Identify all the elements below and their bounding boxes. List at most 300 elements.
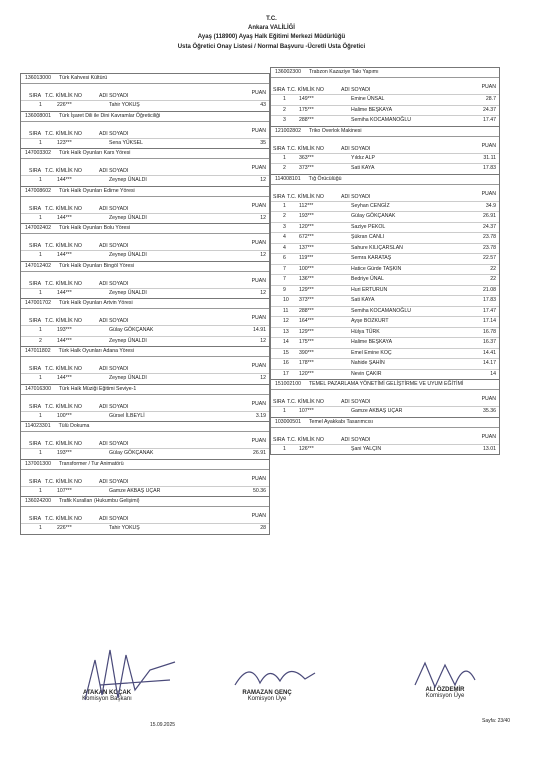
course-code: 136024200 xyxy=(25,498,51,504)
table-row xyxy=(21,288,269,299)
row-score: 31.11 xyxy=(483,154,496,161)
table-row xyxy=(271,444,499,455)
course-title xyxy=(271,175,499,185)
row-number: 2 xyxy=(283,106,286,113)
table-row xyxy=(21,100,269,111)
course-title xyxy=(271,68,499,78)
table-header xyxy=(21,475,269,486)
column-header-adsoyad: ADI SOYADI xyxy=(341,145,371,152)
table-row xyxy=(271,316,499,327)
row-number: 1 xyxy=(39,139,42,146)
row-score: 21.08 xyxy=(483,286,496,293)
row-name: Hülya TÜRK xyxy=(351,328,380,335)
table-row xyxy=(21,250,269,261)
table-header xyxy=(21,440,269,448)
table-row xyxy=(271,369,499,380)
row-name: Yıldız ALP xyxy=(351,154,375,161)
column-header-adsoyad: ADI SOYADI xyxy=(341,436,371,443)
column-header-puan: PUAN xyxy=(481,190,496,197)
row-tc: 672*** xyxy=(299,234,314,240)
column-header-sira: SIRA xyxy=(29,130,42,137)
row-tc: 112*** xyxy=(299,202,314,209)
row-name: Zeynep ÜNALDI xyxy=(109,337,147,344)
row-tc: 107*** xyxy=(57,487,72,494)
row-score: 14 xyxy=(490,370,496,377)
table-row xyxy=(21,336,269,347)
row-score: 50.36 xyxy=(253,487,266,494)
row-name: Saziye PEKOL xyxy=(351,223,386,230)
row-name: Ayşe BOZKURT xyxy=(351,318,389,324)
table-row xyxy=(271,115,499,126)
row-score: 28 xyxy=(260,525,266,531)
column-header-tc: T.C. KİMLİK NO xyxy=(287,145,324,152)
row-name: Tahir YOKUŞ xyxy=(109,525,140,531)
row-name: Gülay GÖKÇANAK xyxy=(109,450,154,456)
column-header-sira: SIRA xyxy=(273,399,286,405)
course-name: Türk Halk Oyunları Adana Yöresi xyxy=(58,348,135,354)
header-valilik: Ankara VALİLİĞİ xyxy=(248,25,295,31)
row-tc: 373*** xyxy=(299,297,314,303)
column-header-sira: SIRA xyxy=(29,243,42,249)
table-row xyxy=(21,448,269,459)
row-score: 17.47 xyxy=(483,307,496,314)
course-title xyxy=(21,460,269,470)
row-tc: 144*** xyxy=(57,214,72,221)
course-name: TEMEL PAZARLAMA YÖNETİMİ GELİŞTİRME VE UYUM EĞİTİMİ xyxy=(308,381,464,387)
row-tc: 144*** xyxy=(57,337,72,344)
course-code: 147016300 xyxy=(25,385,51,392)
column-header-tc: T.C. KİMLİK NO xyxy=(45,280,82,287)
row-number: 1 xyxy=(39,214,42,221)
signature-scribble-2 xyxy=(230,655,320,695)
row-name: Emel Emine KOÇ xyxy=(351,349,392,356)
course-title xyxy=(21,262,269,272)
column-header-adsoyad: ADI SOYADI xyxy=(99,130,129,137)
row-number: 2 xyxy=(283,165,286,171)
column-header-puan: PUAN xyxy=(481,84,496,90)
row-tc: 144*** xyxy=(57,252,72,258)
row-number: 1 xyxy=(283,408,286,414)
column-header-tc: T.C. KİMLİK NO xyxy=(45,478,82,485)
row-tc: 175*** xyxy=(299,106,314,113)
table-row xyxy=(271,306,499,317)
table-header xyxy=(271,86,499,94)
row-score: 16.37 xyxy=(483,339,496,345)
table-header xyxy=(21,202,269,213)
signatory-name: ALİ ÖZDEMİR xyxy=(425,687,465,693)
table-row xyxy=(271,243,499,254)
course-title xyxy=(21,422,269,432)
table-row xyxy=(271,232,499,243)
row-score: 12 xyxy=(260,289,266,296)
table-header xyxy=(21,365,269,373)
row-score: 34.9 xyxy=(485,202,496,209)
course-title xyxy=(271,380,499,390)
table-header xyxy=(21,515,269,523)
table-row xyxy=(271,163,499,174)
row-name: Hatice Gürde TAŞKIN xyxy=(351,265,402,272)
row-number: 1 xyxy=(39,375,42,381)
row-name: Şani YALÇIN xyxy=(351,445,382,452)
row-number: 17 xyxy=(283,370,289,377)
row-tc: 193*** xyxy=(57,327,72,333)
course-section xyxy=(20,149,270,187)
row-score: 17.14 xyxy=(483,318,496,324)
table-header xyxy=(271,433,499,444)
row-number: 1 xyxy=(39,487,42,494)
course-code: 147003302 xyxy=(25,150,51,156)
column-header-puan: PUAN xyxy=(251,513,266,519)
course-title xyxy=(21,224,269,234)
column-header-tc: T.C. KİMLİK NO xyxy=(45,205,82,212)
row-name: Gülay GÖKÇANAK xyxy=(351,213,396,219)
row-tc: 107*** xyxy=(299,408,314,414)
column-header-sira: SIRA xyxy=(29,93,42,99)
column-header-puan: PUAN xyxy=(251,240,266,246)
row-tc: 120*** xyxy=(299,223,314,230)
row-score: 12 xyxy=(260,177,266,183)
row-number: 1 xyxy=(39,450,42,456)
row-tc: 129*** xyxy=(299,328,314,335)
course-section xyxy=(20,187,270,225)
row-tc: 175*** xyxy=(299,339,314,345)
column-header-puan: PUAN xyxy=(251,165,266,171)
row-tc: 123*** xyxy=(57,139,72,146)
row-score: 17.83 xyxy=(483,165,496,171)
row-number: 9 xyxy=(283,286,286,293)
row-tc: 129*** xyxy=(299,286,314,293)
signatory-name: ATAKAN KOÇAK xyxy=(82,690,132,696)
page-number: Sayfa: 23/40 xyxy=(482,718,511,724)
course-title xyxy=(21,497,269,507)
course-code: 147011802 xyxy=(25,348,51,354)
row-score: 14.41 xyxy=(483,349,496,356)
row-tc: 144*** xyxy=(57,289,72,296)
row-number: 16 xyxy=(283,360,289,366)
table-row xyxy=(21,523,269,534)
row-score: 16.78 xyxy=(483,328,496,335)
column-header-sira: SIRA xyxy=(29,478,42,485)
column-header-tc: T.C. KİMLİK NO xyxy=(45,130,82,137)
row-tc: 226*** xyxy=(57,525,72,531)
table-row xyxy=(21,373,269,384)
table-header xyxy=(21,400,269,411)
right-column xyxy=(270,67,500,455)
row-score: 22.57 xyxy=(483,255,496,261)
table-row xyxy=(271,264,499,275)
course-section xyxy=(20,262,270,300)
signatory-role: Komisyon Başkanı xyxy=(82,696,132,702)
header-institution: Ayaş (118900) Ayaş Halk Eğitimi Merkezi Müdürlüğü xyxy=(197,34,346,40)
document-date: 15.09.2025 xyxy=(150,722,176,728)
row-name: Zeynep ÜNALDI xyxy=(109,252,147,258)
column-header-sira: SIRA xyxy=(273,436,286,443)
table-row xyxy=(271,348,499,359)
column-header-adsoyad: ADI SOYADI xyxy=(99,243,129,249)
row-number: 7 xyxy=(283,276,286,282)
row-number: 1 xyxy=(39,289,42,296)
row-score: 12 xyxy=(260,375,266,381)
column-header-adsoyad: ADI SOYADI xyxy=(99,366,129,372)
signature-scribble-3 xyxy=(410,655,480,695)
column-header-puan: PUAN xyxy=(251,315,266,321)
row-name: Nahide ŞAHİN xyxy=(351,360,385,366)
row-number: 11 xyxy=(283,307,289,314)
row-name: Nevin ÇAKIR xyxy=(351,370,382,377)
course-title xyxy=(21,149,269,159)
course-name: Türk Halk Oyunları Artvin Yöresi xyxy=(58,300,133,306)
row-tc: 100*** xyxy=(299,265,314,272)
course-name: Temel Ayakkabı Tasarımcısı xyxy=(308,418,374,425)
course-section xyxy=(270,175,500,381)
row-score: 17.47 xyxy=(483,117,496,123)
course-section xyxy=(270,67,500,127)
row-name: Zeynep ÜNALDI xyxy=(109,289,147,296)
row-name: Sena YÜKSEL xyxy=(109,139,143,146)
column-header-sira: SIRA xyxy=(29,441,42,447)
column-header-tc: T.C. KİMLİK NO xyxy=(45,366,82,372)
table-row xyxy=(271,295,499,306)
row-score: 17.83 xyxy=(483,297,496,303)
table-row xyxy=(21,138,269,149)
course-section xyxy=(270,380,500,418)
course-section xyxy=(20,385,270,423)
table-header xyxy=(21,167,269,175)
row-name: Huri ERTURUN xyxy=(351,286,388,293)
course-section xyxy=(20,224,270,262)
course-code: 136002300 xyxy=(275,69,301,75)
course-section xyxy=(270,418,500,456)
course-name: Türk Halk Oyunları Kars Yöresi xyxy=(58,150,131,156)
column-header-tc: T.C. KİMLİK NO xyxy=(287,436,324,443)
column-header-adsoyad: ADI SOYADI xyxy=(99,93,129,99)
row-number: 1 xyxy=(39,525,42,531)
left-column xyxy=(20,73,270,535)
row-score: 14.91 xyxy=(253,327,266,333)
course-name: Türk Halk Oyunları Bolu Yöresi xyxy=(58,225,131,231)
course-section xyxy=(20,497,270,535)
table-row xyxy=(271,94,499,105)
table-row xyxy=(271,201,499,212)
course-title xyxy=(21,74,269,84)
course-name: Türk Halk Müziği Eğitimi Seviye-1 xyxy=(58,385,137,392)
row-score: 14.17 xyxy=(483,360,496,366)
column-header-adsoyad: ADI SOYADI xyxy=(341,87,371,93)
row-tc: 136*** xyxy=(299,276,314,282)
column-header-sira: SIRA xyxy=(29,280,42,287)
row-number: 1 xyxy=(39,252,42,258)
row-name: Şükran CANLI xyxy=(351,234,385,240)
row-name: Gamze AKBAŞ UÇAR xyxy=(351,408,403,414)
course-title xyxy=(21,187,269,197)
table-row xyxy=(271,337,499,348)
course-name: Türk İşaret Dili ile Dini Kavramlar Öğreticiliği xyxy=(58,112,161,119)
column-header-sira: SIRA xyxy=(273,193,286,200)
row-number: 13 xyxy=(283,328,289,335)
signature-scribble-1 xyxy=(80,640,180,710)
row-number: 10 xyxy=(283,297,289,303)
row-number: 15 xyxy=(283,349,289,356)
row-number: 1 xyxy=(39,177,42,183)
row-tc: 226*** xyxy=(57,102,72,108)
row-tc: 193*** xyxy=(57,450,72,456)
table-row xyxy=(21,213,269,224)
row-number: 1 xyxy=(283,154,286,161)
row-score: 12 xyxy=(260,337,266,344)
table-row xyxy=(271,327,499,338)
column-header-puan: PUAN xyxy=(251,400,266,407)
row-tc: 149*** xyxy=(299,96,314,102)
row-number: 4 xyxy=(283,234,286,240)
column-header-puan: PUAN xyxy=(251,202,266,209)
row-number: 1 xyxy=(283,445,286,452)
row-name: Seyhan CENGİZ xyxy=(351,202,390,209)
column-header-tc: T.C. KİMLİK NO xyxy=(45,243,82,249)
course-code: 147002402 xyxy=(25,225,51,231)
row-name: Emine ÜNSAL xyxy=(351,96,385,102)
header-list-title: Usta Öğretici Onay Listesi / Normal Başvuru -Ücretli Usta Öğretici xyxy=(177,44,366,50)
row-score: 22 xyxy=(490,276,496,282)
column-header-adsoyad: ADI SOYADI xyxy=(341,399,371,405)
row-name: Semiha KOCAMANOĞLU xyxy=(351,117,411,123)
course-title xyxy=(21,112,269,122)
column-header-sira: SIRA xyxy=(29,205,42,212)
column-header-sira: SIRA xyxy=(29,516,42,522)
row-tc: 288*** xyxy=(299,307,314,314)
course-title xyxy=(271,418,499,428)
column-header-tc: T.C. KİMLİK NO xyxy=(287,399,324,405)
row-number: 7 xyxy=(283,265,286,272)
row-tc: 288*** xyxy=(299,117,314,123)
row-name: Bedriye ÜNAL xyxy=(351,276,384,282)
table-header xyxy=(21,92,269,100)
row-number: 1 xyxy=(39,412,42,419)
column-header-sira: SIRA xyxy=(273,87,286,93)
signatory-role: Komisyon Üye xyxy=(425,693,465,699)
table-row xyxy=(271,285,499,296)
row-name: Sati KAYA xyxy=(351,165,375,171)
column-header-adsoyad: ADI SOYADI xyxy=(341,193,371,200)
course-name: Transformer / Tur Animatörü xyxy=(58,460,124,467)
course-code: 136013000 xyxy=(25,75,51,81)
row-name: Gamze AKBAŞ UÇAR xyxy=(109,487,161,494)
table-header xyxy=(271,398,499,406)
course-section xyxy=(20,112,270,150)
column-header-sira: SIRA xyxy=(29,366,42,372)
course-code: 114023301 xyxy=(25,423,51,429)
row-tc: 120*** xyxy=(299,370,314,377)
row-tc: 144*** xyxy=(57,177,72,183)
row-score: 28.7 xyxy=(485,96,496,102)
row-name: Zeynep ÜNALDI xyxy=(109,177,147,183)
row-name: Halime BEŞKAYA xyxy=(351,106,393,113)
row-name: Semiha KOCAMANOĞLU xyxy=(351,307,411,314)
row-name: Zeynep ÜNALDI xyxy=(109,375,147,381)
row-score: 23.78 xyxy=(483,234,496,240)
course-code: 121002802 xyxy=(275,127,301,134)
column-header-puan: PUAN xyxy=(251,363,266,369)
table-row xyxy=(271,406,499,417)
row-tc: 178*** xyxy=(299,360,314,366)
row-tc: 390*** xyxy=(299,349,314,356)
column-header-tc: T.C. KİMLİK NO xyxy=(45,93,82,99)
column-header-adsoyad: ADI SOYADI xyxy=(99,403,129,410)
column-header-tc: T.C. KİMLİK NO xyxy=(45,168,82,174)
course-name: Türk Halk Oyunları Bingöl Yöresi xyxy=(58,262,135,269)
row-tc: 363*** xyxy=(299,154,314,161)
column-header-sira: SIRA xyxy=(29,318,42,324)
column-header-adsoyad: ADI SOYADI xyxy=(99,516,129,522)
row-score: 24.37 xyxy=(483,106,496,113)
course-name: Trafik Kuralları (Hukumbu Gelişimi) xyxy=(58,498,140,504)
column-header-puan: PUAN xyxy=(251,90,266,96)
row-name: Sahure KILIÇARSLAN xyxy=(351,244,403,251)
course-section xyxy=(20,422,270,460)
course-code: 147001702 xyxy=(25,300,51,306)
column-header-puan: PUAN xyxy=(251,475,266,482)
table-row xyxy=(271,153,499,164)
course-name: Triko Overlok Makinesi xyxy=(308,127,362,134)
course-code: 137001300 xyxy=(25,460,51,467)
row-name: Semra KARATAŞ xyxy=(351,255,392,261)
row-number: 6 xyxy=(283,255,286,261)
course-code: 114008101 xyxy=(275,175,301,182)
row-score: 35.36 xyxy=(483,408,496,414)
row-score: 26.91 xyxy=(253,450,266,456)
column-header-puan: PUAN xyxy=(481,433,496,440)
course-name: Tığ Örücülüğü xyxy=(308,175,342,182)
course-section xyxy=(20,299,270,347)
row-number: 2 xyxy=(283,213,286,219)
column-header-tc: T.C. KİMLİK NO xyxy=(45,403,82,410)
row-score: 23.78 xyxy=(483,244,496,251)
row-tc: 373*** xyxy=(299,165,314,171)
column-header-adsoyad: ADI SOYADI xyxy=(99,205,129,212)
row-score: 43 xyxy=(260,102,266,108)
header-tc: T.C. xyxy=(266,16,277,22)
row-name: Sati KAYA xyxy=(351,297,375,303)
table-row xyxy=(271,222,499,233)
row-tc: 119*** xyxy=(299,255,314,261)
column-header-tc: T.C. KİMLİK NO xyxy=(287,87,324,93)
row-number: 2 xyxy=(39,337,42,344)
row-tc: 137*** xyxy=(299,244,314,251)
row-name: Halime BEŞKAYA xyxy=(351,339,393,345)
row-score: 3.19 xyxy=(255,412,266,419)
table-row xyxy=(271,253,499,264)
table-header xyxy=(21,317,269,325)
column-header-puan: PUAN xyxy=(251,277,266,284)
table-header xyxy=(21,127,269,138)
table-row xyxy=(21,486,269,497)
row-number: 12 xyxy=(283,318,289,324)
column-header-tc: T.C. KİMLİK NO xyxy=(45,318,82,324)
row-number: 1 xyxy=(283,202,286,209)
column-header-puan: PUAN xyxy=(251,127,266,134)
row-number: 3 xyxy=(283,117,286,123)
course-section xyxy=(20,460,270,498)
course-name: Tülü Dokuma xyxy=(58,423,90,429)
table-header xyxy=(21,242,269,250)
row-number: 4 xyxy=(283,244,286,251)
table-header xyxy=(21,277,269,288)
column-header-tc: T.C. KİMLİK NO xyxy=(287,193,324,200)
table-row xyxy=(271,105,499,116)
column-header-adsoyad: ADI SOYADI xyxy=(99,280,129,287)
column-header-sira: SIRA xyxy=(29,403,42,410)
column-header-puan: PUAN xyxy=(481,396,496,402)
table-header xyxy=(271,190,499,201)
